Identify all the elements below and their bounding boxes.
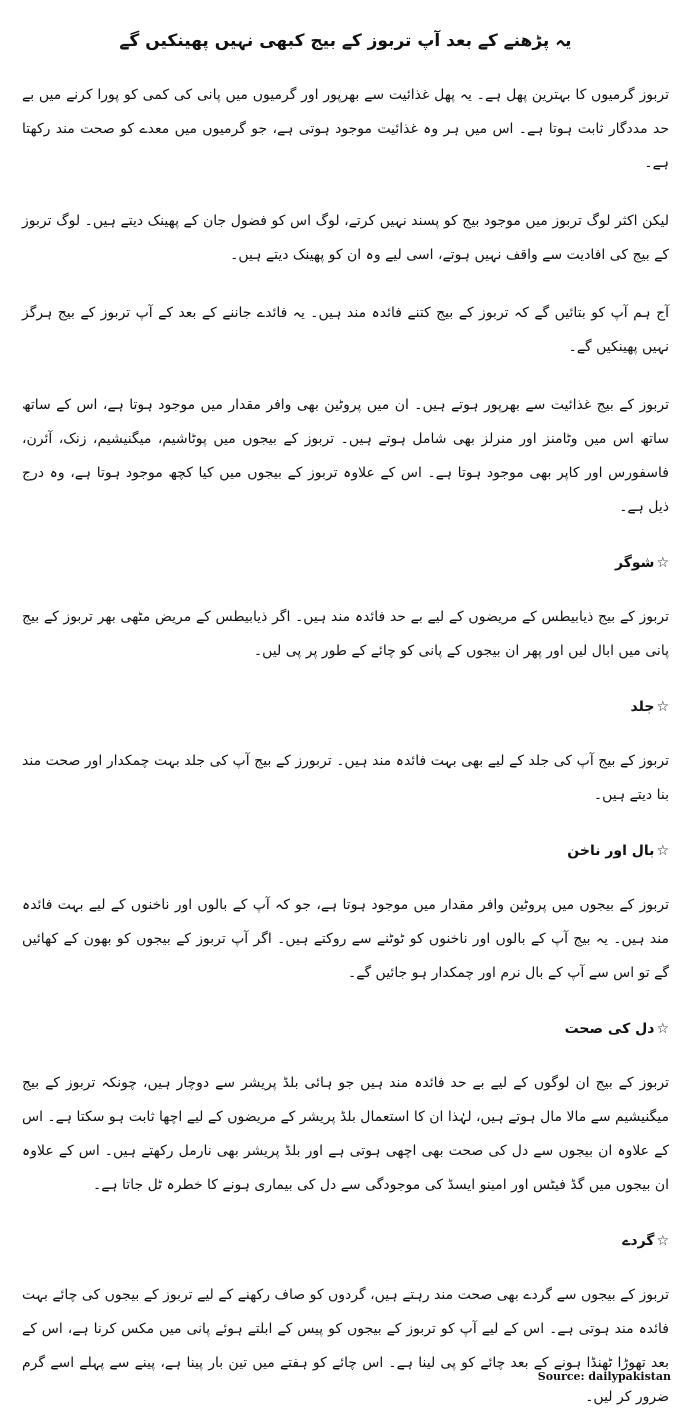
section-heading-label: دل کی صحت	[564, 1021, 655, 1037]
intro-paragraph-2: لیکن اکثر لوگ تربوز میں موجود بیج کو پسند نہیں کرتے، لوگ اس کو فضول جان کے پھینک دیتے ہیں۔ لوگ تربوز کے بیج کی افادیت سے واقف نہیں ہوتے، اسی لیے وہ ان کو پھینک دیتے ہیں۔	[22, 213, 669, 263]
source-credit: Source: dailypakistan	[537, 1370, 671, 1383]
section-paragraph-heart: تربوز کے بیج ان لوگوں کے لیے بے حد فائدہ مند ہیں جو ہائی بلڈ پریشر سے دوچار ہیں، چونکہ تربوز کے بیج میگنیشیم سے مالا مال ہوتے ہیں، لہٰذا ان کا استعمال بلڈ پریشر کے مریضوں کے لیے اچھا ثابت ہو سکتا ہے۔ اس کے علاوہ ان بیجوں سے دل کی صحت بھی اچھی ہوتی ہے اور بلڈ پریشر بھی نارمل رکھتے ہیں۔ اس کے علاوہ ان بیجوں میں گڈ فیٹس اور امینو ایسڈ کی موجودگی سے دل کی بیماری ہونے کا خطرہ ٹل جاتا ہے۔	[22, 1075, 669, 1193]
intro-paragraph-1: تربوز گرمیوں کا بہترین پھل ہے۔ یہ پھل غذائیت سے بھرپور اور گرمیوں میں پانی کی کمی کو پورا کرنے میں بے حد مددگار ثابت ہوتا ہے۔ اس میں ہر وہ غذائیت موجود ہوتی ہے، جو گرمیوں میں معدے کو صحت مند رکھتا ہے۔	[22, 87, 669, 171]
section-paragraph-kidneys: تربوز کے بیجوں سے گردے بھی صحت مند رہتے ہیں، گردوں کو صاف رکھنے کے لیے تربوز کے بیجوں کی چائے بہت فائدہ مند ہوتی ہے۔ اس کے لیے آپ کو تربوز کے بیجوں کو پیس کے ابلتے ہوئے پانی میں مکس کرنا ہے، اس کے بعد تھوڑا ٹھنڈا ہونے کے بعد چائے کو پی لینا ہے۔ اس چائے کو ہفتے میں تین بار پینا ہے، پینے سے پہلے اسے گرم ضرور کر لیں۔	[22, 1287, 669, 1405]
section-heading-hair-nails	[22, 836, 669, 866]
section-heading-label: جلد	[630, 699, 655, 715]
section-heading-kidneys	[22, 1226, 669, 1256]
star-icon: ☆	[656, 555, 669, 571]
section-heading-label: شوگر	[615, 555, 655, 571]
section-paragraph-hair-nails: تربوز کے بیجوں میں پروٹین وافر مقدار میں موجود ہوتا ہے، جو کہ آپ کے بالوں اور ناخنوں کے لیے بہت فائدہ مند ہیں۔ یہ بیج آپ کے بالوں اور ناخنوں کو ٹوٹنے سے روکتے ہیں۔ اگر آپ تربوز کے بیجوں کو بھون کے کھائیں گے تو اس سے آپ کے بال نرم اور چمکدار ہو جائیں گے۔	[22, 897, 669, 981]
article-title: یہ پڑھنے کے بعد آپ تربوز کے بیج کبھی نہیں پھینکیں گے	[119, 31, 572, 51]
star-icon: ☆	[656, 1233, 669, 1249]
section-heading-heart	[22, 1014, 669, 1044]
section-paragraph-sugar: تربوز کے بیج ذیابیطس کے مریضوں کے لیے بے حد فائدہ مند ہیں۔ اگر ذیابیطس کے مریض مٹھی بھر تربوز کے بیج پانی میں ابال لیں اور پھر ان بیجوں کے پانی کو چائے کے طور پر پی لیں۔	[22, 609, 669, 659]
section-heading-sugar	[22, 548, 669, 578]
section-heading-label: گردے	[622, 1233, 655, 1249]
star-icon: ☆	[656, 843, 669, 859]
star-icon: ☆	[656, 1021, 669, 1037]
intro-paragraph-3: آج ہم آپ کو بتائیں گے کہ تربوز کے بیج کتنے فائدہ مند ہیں۔ یہ فائدے جاننے کے بعد کے آپ تربوز کے بیج ہرگز نہیں پھینکیں گے۔	[22, 305, 669, 355]
section-heading-label: بال اور ناخن	[567, 843, 655, 859]
section-paragraph-skin: تربوز کے بیج آپ کی جلد کے لیے بھی بہت فائدہ مند ہیں۔ تربورز کے بیج آپ کی جلد بہت چمکدار اور صحت مند بنا دیتے ہیں۔	[22, 753, 669, 803]
star-icon: ☆	[656, 699, 669, 715]
intro-paragraph-4: تربوز کے بیج غذائیت سے بھرپور ہوتے ہیں۔ ان میں پروٹین بھی وافر مقدار میں موجود ہوتا ہے، اس کے ساتھ ساتھ اس میں وٹامنز اور منرلز بھی شامل ہوتے ہیں۔ تربوز کے بیجوں میں پوٹاشیم، میگنیشیم، زنک، آئرن، فاسفورس اور کاپر بھی موجود ہوتا ہے۔ اس کے علاوہ تربوز کے بیجوں میں کیا کچھ موجود ہوتا ہے، وہ درج ذیل ہے۔	[22, 397, 669, 515]
section-heading-skin	[22, 692, 669, 722]
